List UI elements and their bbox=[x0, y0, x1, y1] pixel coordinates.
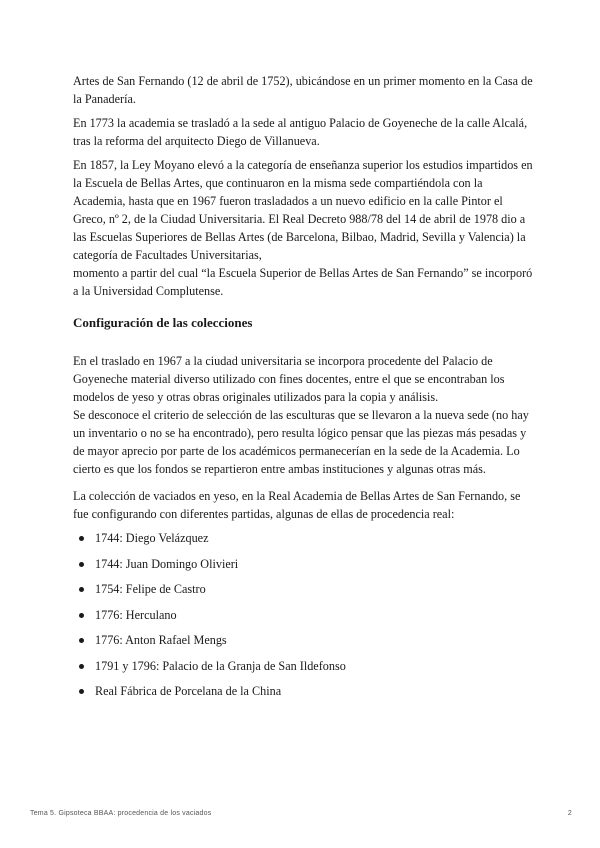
list-item: 1791 y 1796: Palacio de la Granja de San Ildefonso bbox=[73, 657, 533, 683]
footer-title: Tema 5. Gipsoteca BBAA: procedencia de los vaciados bbox=[30, 810, 212, 817]
paragraph-complutense: momento a partir del cual “la Escuela Superior de Bellas Artes de San Fernando” se incorporó a la Universidad Complutense. bbox=[73, 266, 533, 298]
list-item: 1776: Anton Rafael Mengs bbox=[73, 631, 533, 657]
paragraph-academy-founding: Artes de San Fernando (12 de abril de 1752), ubicándose en un primer momento en la Casa de la Panadería. bbox=[73, 74, 533, 106]
page-footer bbox=[30, 810, 572, 817]
list-item: 1744: Juan Domingo Olivieri bbox=[73, 555, 533, 581]
provenance-list bbox=[73, 529, 533, 708]
list-item: 1744: Diego Velázquez bbox=[73, 529, 533, 555]
list-item: 1754: Felipe de Castro bbox=[73, 580, 533, 606]
bullet-icon bbox=[79, 664, 84, 669]
paragraph-plaster-collection: La colección de vaciados en yeso, en la Real Academia de Bellas Artes de San Fernando, se fue configurando con diferentes partidas, algunas de ellas de procedencia real: bbox=[73, 489, 521, 521]
bullet-icon bbox=[79, 587, 84, 592]
document-body bbox=[73, 72, 533, 708]
paragraph-ley-moyano: En 1857, la Ley Moyano elevó a la categoría de enseñanza superior los estudios impartidos en la Escuela de Bellas Artes, que continuaron en la misma sede compartiéndola con la Academia, hasta que en 1967 fueron trasladados a un nuevo edificio en la calle Pintor el Greco, nº 2, de la Ciudad Universitaria. El Real Decreto 988/78 del 14 de abril de 1978 dio a las Escuelas Superiores de Bellas Artes (de Barcelona, Bilbao, Madrid, Sevilla y Valencia) la categoría de Facultades Universitarias, bbox=[73, 158, 533, 262]
paragraph-transfer-1967: En el traslado en 1967 a la ciudad universitaria se incorpora procedente del Palacio de Goyeneche material diverso utilizado con fines docentes, entre el que se encontraban los modelos de yeso y otras obras originales utilizados para la copia y análisis. bbox=[73, 354, 505, 404]
paragraph-goyeneche-move: En 1773 la academia se trasladó a la sede al antiguo Palacio de Goyeneche de la calle Alcalá, tras la reforma del arquitecto Diego de Villanueva. bbox=[73, 116, 528, 148]
paragraph-selection-criteria: Se desconoce el criterio de selección de las esculturas que se llevaron a la nueva sede (no hay un inventario o no se ha encontrado), pero resulta lógico pensar que las piezas más pesadas y de mayor aprecio por parte de los académicos permanecerían en la sede de la Academia. Lo cierto es que los fondos se repartieron entre ambas instituciones y algunas otras más. bbox=[73, 408, 529, 476]
page-number: 2 bbox=[567, 810, 572, 817]
bullet-icon bbox=[79, 613, 84, 618]
section-heading: Configuración de las colecciones bbox=[73, 315, 253, 330]
bullet-icon bbox=[79, 689, 84, 694]
bullet-icon bbox=[79, 562, 84, 567]
bullet-icon bbox=[79, 536, 84, 541]
list-item: Real Fábrica de Porcelana de la China bbox=[73, 682, 533, 708]
bullet-icon bbox=[79, 638, 84, 643]
list-item: 1776: Herculano bbox=[73, 606, 533, 632]
